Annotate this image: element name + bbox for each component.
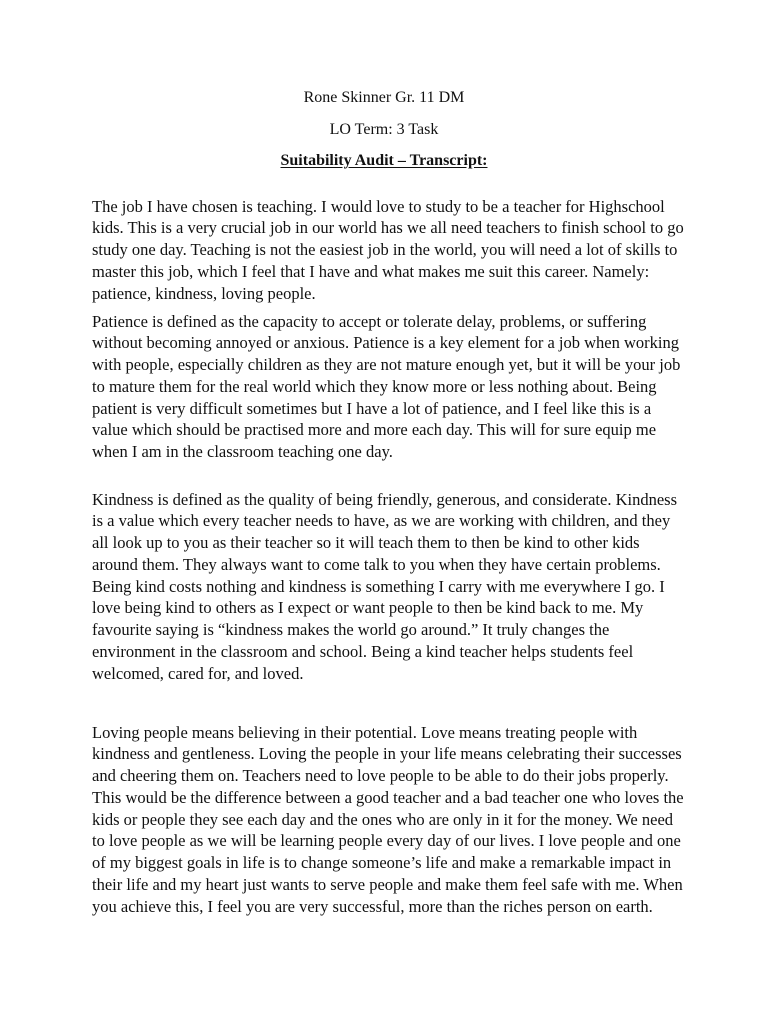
paragraph-intro: The job I have chosen is teaching. I would love to study to be a teacher for Highschool kids. This is a very crucial job in our world has we all need teachers to finish school to go study one day. Teaching is not the easiest job in the world, you will need a lot of skills to master this job, which I feel that I have and what makes me suit this career. Namely: patience, kindness, loving people. [92, 196, 684, 303]
author-line: Rone Skinner Gr. 11 DM [303, 89, 465, 106]
term-line: LO Term: 3 Task [329, 121, 439, 138]
paragraph-loving-people: Loving people means believing in their potential. Love means treating people with kindness and gentleness. Loving the people in your life means celebrating their successes and cheering them on. Teachers need to love people to be able to do their jobs properly. This would be the difference between a good teacher and a bad teacher one who loves the kids or people they see each day and the ones who are only in it for the money. We need to love people as we will be learning people every day of our lives. I love people and one of my biggest goals in life is to change someone’s life and make a remarkable impact in their life and my heart just wants to serve people and make them feel safe with me. When you achieve this, I feel you are very successful, more than the riches person on earth. [92, 722, 684, 916]
document-title: Suitability Audit – Transcript: [280, 152, 488, 169]
paragraph-kindness: Kindness is defined as the quality of being friendly, generous, and considerate. Kindness is a value which every teacher needs to have, as we are working with children, and they all look up to you as their teacher so it will teach them to then be kind to other kids around them. They always want to come talk to you when they have certain problems. Being kind costs nothing and kindness is something I carry with me everywhere I go. I love being kind to others as I expect or want people to then be kind back to me. My favourite saying is “kindness makes the world go around.” It truly changes the environment in the classroom and school. Being a kind teacher helps students feel welcomed, cared for, and loved. [92, 489, 677, 683]
paragraph-patience: Patience is defined as the capacity to accept or tolerate delay, problems, or suffering without becoming annoyed or anxious. Patience is a key element for a job when working with people, especially children as they are not mature enough yet, but it will be your job to mature them for the real world which they know more or less nothing about. Being patient is very difficult sometimes but I have a lot of patience, and I feel like this is a value which should be practised more and more each day. This will for sure equip me when I am in the classroom teaching one day. [92, 311, 681, 462]
